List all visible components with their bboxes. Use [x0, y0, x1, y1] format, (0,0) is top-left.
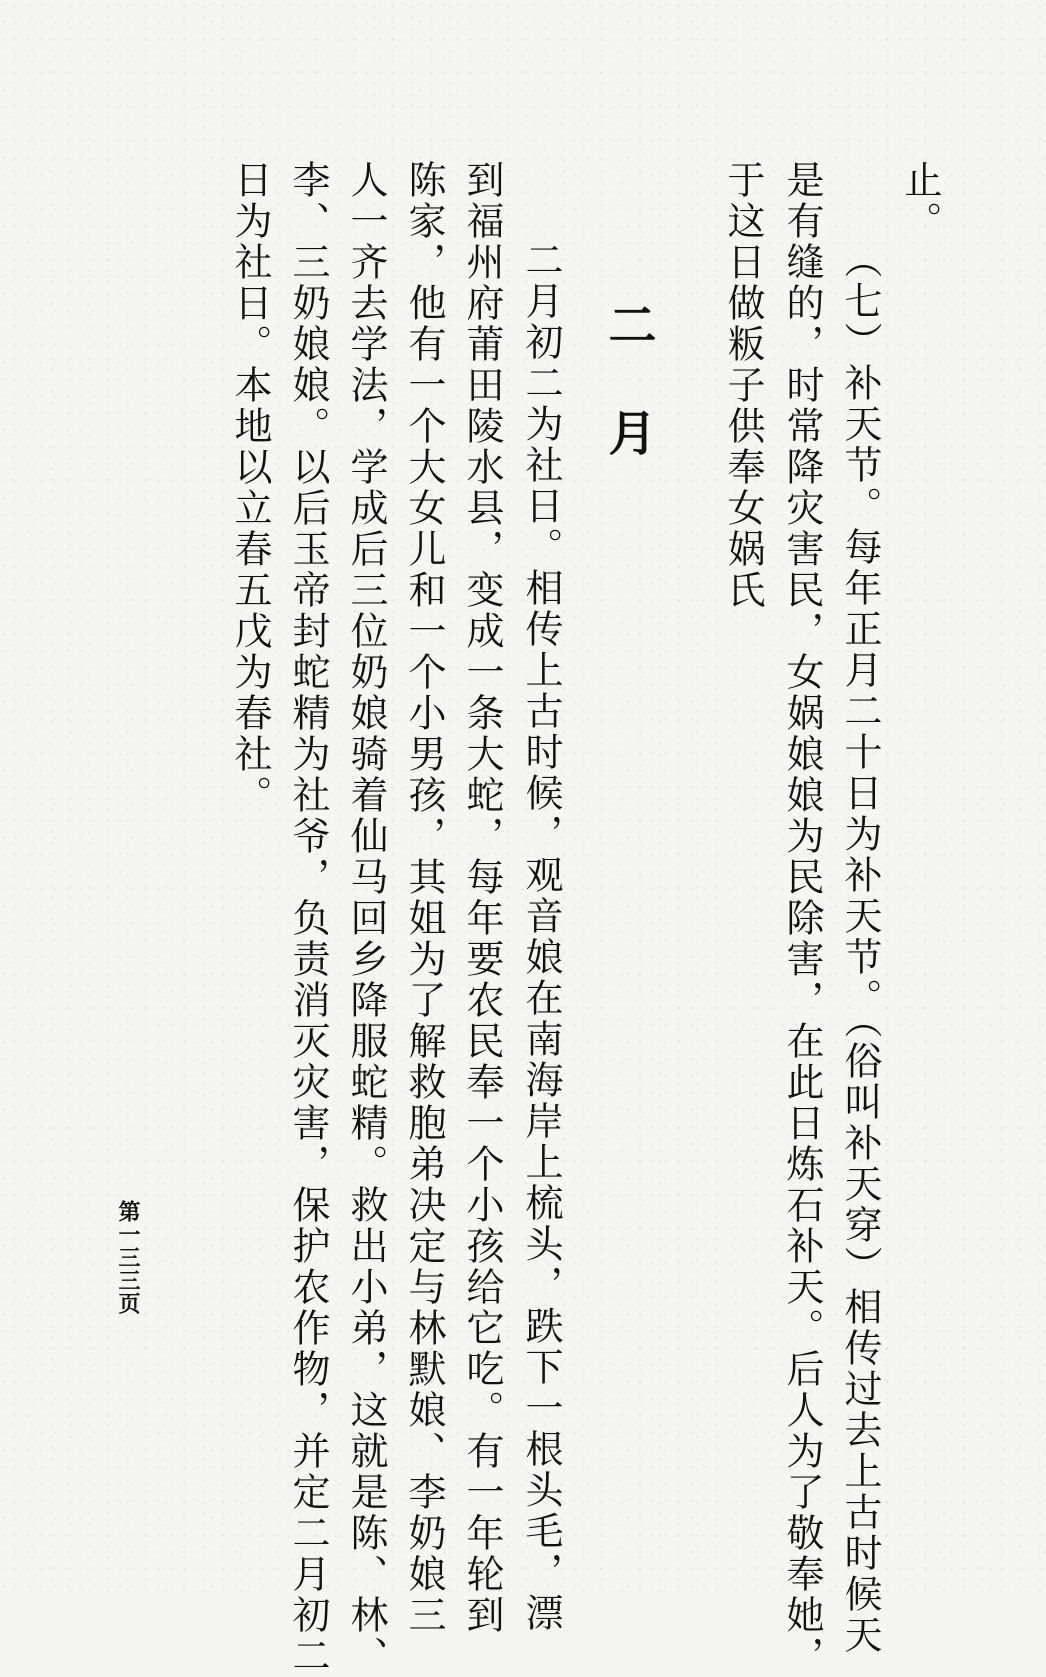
text-column-3: 是有缝的，时常降灾害民，女娲娘娘为民除害，在此日炼石补天。后人为了敬奉她，: [780, 160, 824, 1677]
text-column-10: 日为社日。本地以立春五戊为春社。: [228, 160, 272, 816]
text-column-9: 李、三奶娘娘。以后玉帝封蛇精为社爷，负责消灭灾害，保护农作物，并定二月初二: [286, 160, 330, 1677]
text-column-2: （七）补天节。每年正月二十日为补天节。（俗叫补天穿）相传过去上古时候天: [838, 240, 882, 1656]
text-column-7: 陈家，他有一个大女儿和一个小男孩，其姐为了解救胞弟决定与林默娘、李奶娘三: [402, 160, 446, 1636]
text-column-4: 于这日做粄子供奉女娲氏: [721, 160, 765, 611]
page-number: 第一三三页: [115, 1200, 140, 1315]
text-column-5: 二月初二为社日。相传上古时候，观音娘在南海岸上梳头，跌下一根头毛，漂: [519, 240, 563, 1634]
section-heading: 二月: [600, 300, 656, 516]
text-column-1: 止。: [898, 160, 942, 242]
text-column-6: 到福州府莆田陵水县，变成一条大蛇，每年要农民奉一个小孩给它吃。有一年轮到: [460, 160, 504, 1636]
text-column-8: 人一齐去学法，学成后三位奶娘骑着仙马回乡降服蛇精。救出小弟，这就是陈、林、: [344, 160, 388, 1677]
